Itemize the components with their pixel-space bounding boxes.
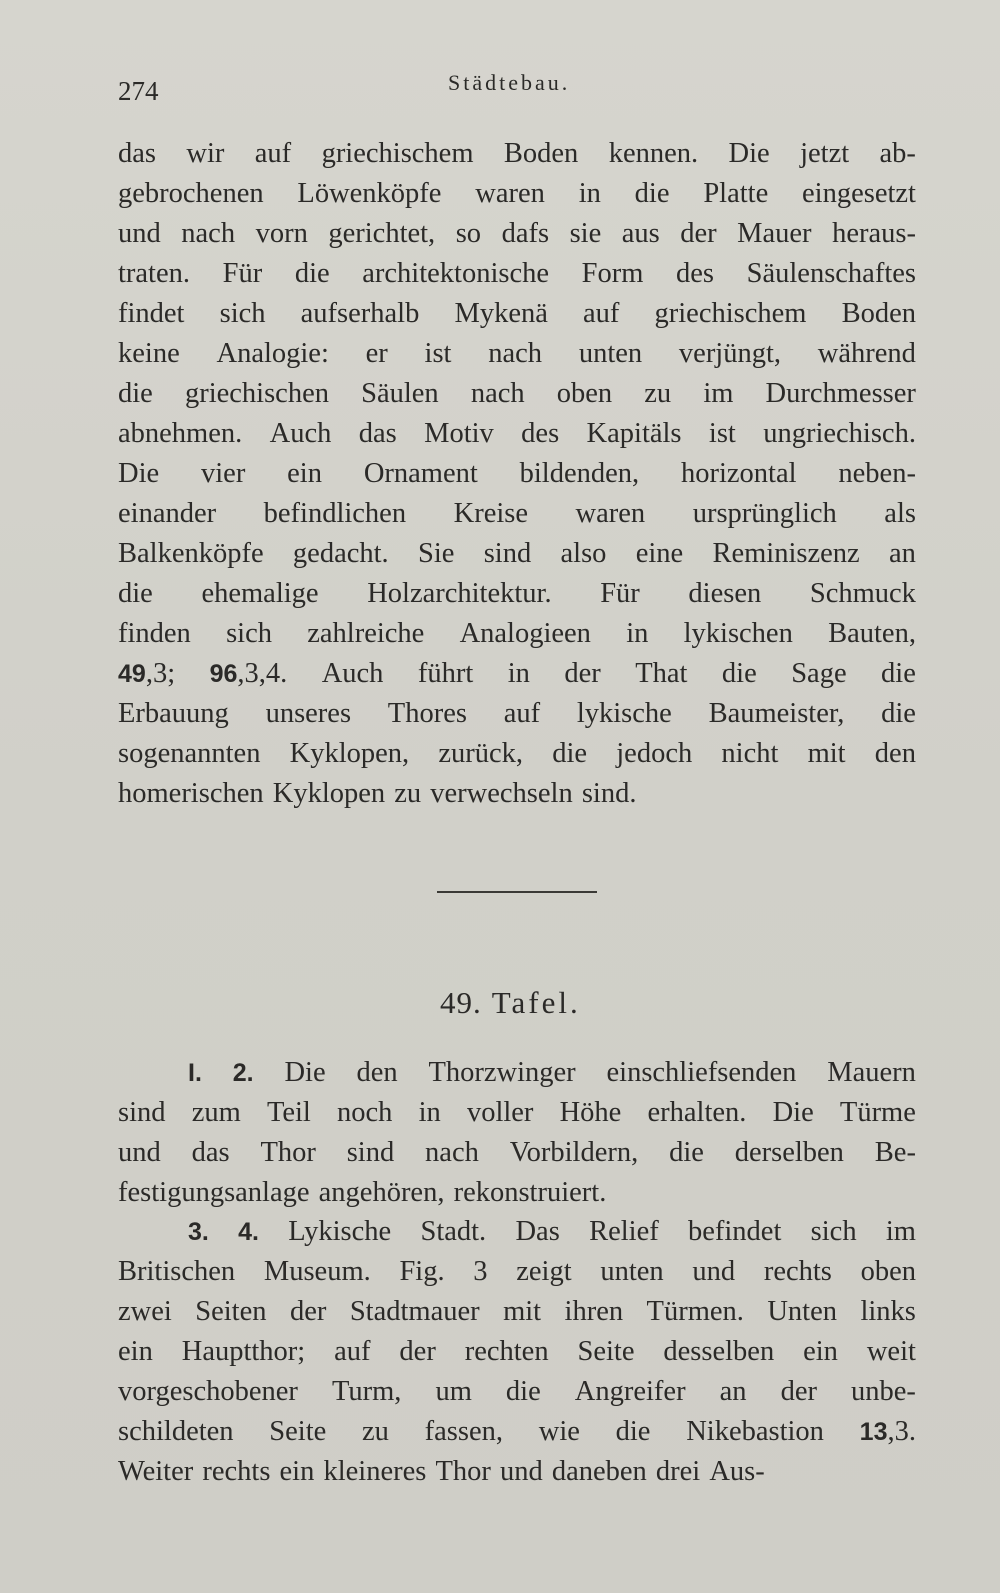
text-line [118, 294, 916, 334]
word: Holzarchitektur. [367, 578, 552, 609]
text-line [118, 1053, 916, 1093]
word: vorn [255, 218, 308, 249]
word: des [521, 418, 560, 449]
word: Teil [266, 1097, 311, 1128]
word: Baumeister, [708, 698, 845, 729]
text-line [118, 1133, 916, 1173]
word: die [721, 658, 757, 689]
word: wir [186, 138, 225, 169]
word: 13,3. [859, 1416, 916, 1447]
word: Form [581, 258, 644, 289]
text-line [118, 654, 916, 694]
word: griechischem [654, 298, 807, 329]
word: angehören, [318, 1177, 445, 1208]
word: Analogie: [216, 338, 329, 369]
word: die [552, 738, 588, 769]
text-line [118, 1452, 916, 1492]
word: Fig. [399, 1256, 445, 1287]
paragraph-1 [118, 134, 916, 814]
word: Kyklopen [272, 778, 386, 809]
word: Vorbildern, [509, 1137, 639, 1168]
word: gebrochenen [118, 178, 264, 209]
word: die [118, 578, 153, 609]
word: die [118, 378, 153, 409]
word: in [507, 658, 530, 689]
word: Boden [503, 138, 579, 169]
word: nicht [721, 738, 779, 769]
word: um [435, 1376, 472, 1407]
word: ursprünglich [692, 498, 837, 529]
word: das [191, 1137, 230, 1168]
word: Unten [767, 1296, 837, 1327]
word: rechts [202, 1456, 271, 1487]
word: sind. [581, 778, 637, 809]
text-line [118, 1292, 916, 1332]
word: 3 [473, 1256, 488, 1287]
word: rekonstruiert. [453, 1177, 607, 1208]
word: homerischen [118, 778, 264, 809]
word: zwei [118, 1296, 172, 1327]
word: I. [188, 1059, 202, 1087]
word: neben- [838, 458, 916, 489]
word: vorgeschobener [118, 1376, 298, 1407]
word: Relief [589, 1216, 659, 1247]
word: jetzt [800, 138, 850, 169]
word: sogenannten [118, 738, 261, 769]
word: Aus- [709, 1456, 765, 1487]
word: kennen. [608, 138, 699, 169]
word: das [118, 138, 156, 169]
word: Durchmesser [765, 378, 916, 409]
word: eingesetzt [802, 178, 916, 209]
word: unseres [265, 698, 352, 729]
word: Auch [321, 658, 384, 689]
word: Angreifer [574, 1376, 686, 1407]
text-line [118, 374, 916, 414]
word: fassen, [424, 1416, 504, 1447]
word: Thorzwinger [428, 1057, 576, 1088]
text-line [118, 134, 916, 174]
word: rechts [763, 1256, 832, 1287]
word: festigungsanlage [118, 1177, 310, 1208]
word: Mauern [827, 1057, 916, 1088]
word: Die [772, 1097, 814, 1128]
word: sie [569, 218, 602, 249]
word: auf [254, 138, 292, 169]
section-number: 49. [440, 985, 482, 1020]
word: im [703, 378, 734, 409]
word: also [560, 538, 607, 569]
word: Motiv [424, 418, 494, 449]
word: während [817, 338, 916, 369]
running-head: Städtebau. [448, 70, 571, 95]
word: ein [118, 1336, 153, 1367]
word: dafs [501, 218, 550, 249]
word: keine [118, 338, 180, 369]
word: ab- [879, 138, 916, 169]
word: That [635, 658, 688, 689]
word: aufserhalb [300, 298, 420, 329]
text-line [118, 174, 916, 214]
word: die [669, 1137, 704, 1168]
word: noch [337, 1097, 393, 1128]
word: des [676, 258, 715, 289]
word: ist [424, 338, 452, 369]
word: einander [118, 498, 217, 529]
paragraph-2 [118, 1053, 916, 1213]
word: Reminiszenz [712, 538, 860, 569]
text-line [118, 1372, 916, 1412]
word: 96,3,4. [209, 658, 288, 689]
text-line [118, 1332, 916, 1372]
word: sind [483, 538, 532, 569]
text-line [118, 334, 916, 374]
word: Für [600, 578, 640, 609]
section-divider [437, 891, 597, 893]
word: sind [346, 1137, 395, 1168]
word: nach [425, 1137, 479, 1168]
word: Turm, [331, 1376, 402, 1407]
word: Die [728, 138, 770, 169]
word: verwechseln [430, 778, 573, 809]
word: nach [488, 338, 543, 369]
word: auf [334, 1336, 371, 1367]
word: zurück, [438, 738, 524, 769]
word: die [881, 698, 916, 729]
word: 49,3; [118, 658, 176, 689]
word: unbe- [851, 1376, 916, 1407]
word: wie [538, 1416, 580, 1447]
page-header [118, 70, 918, 110]
word: die [881, 658, 916, 689]
text-line [118, 694, 916, 734]
word: gerichtet, [328, 218, 436, 249]
word: Be- [874, 1137, 916, 1168]
word: mit [503, 1296, 542, 1327]
text-line [118, 1252, 916, 1292]
word: erhalten. [647, 1097, 747, 1128]
word: ein [803, 1336, 838, 1367]
word: zum [191, 1097, 241, 1128]
word: der [680, 218, 717, 249]
word: der [289, 1296, 327, 1327]
word: kleineres [323, 1456, 427, 1487]
text-line [118, 414, 916, 454]
word: in [578, 178, 601, 209]
word: Säulenschaftes [746, 258, 916, 289]
word: waren [475, 178, 545, 209]
paragraph-3 [118, 1212, 916, 1492]
word: griechischen [184, 378, 329, 409]
word: ehemalige [201, 578, 319, 609]
section-title [440, 985, 581, 1021]
word: vier [201, 458, 246, 489]
word: zu [394, 778, 422, 809]
word: lykische [576, 698, 672, 729]
word: Erbauung [118, 698, 229, 729]
word: Höhe [559, 1097, 622, 1128]
word: Seite [269, 1416, 327, 1447]
word: eine [635, 538, 684, 569]
word: der [399, 1336, 436, 1367]
word: so [455, 218, 482, 249]
word: sich [810, 1216, 857, 1247]
text-line [118, 1212, 916, 1252]
word: Stadtmauer [349, 1296, 480, 1327]
word: als [884, 498, 916, 529]
word: drei [655, 1456, 701, 1487]
word: voller [466, 1097, 534, 1128]
word: die [505, 1376, 541, 1407]
word: verjüngt, [678, 338, 782, 369]
word: griechischem [321, 138, 474, 169]
word: Hauptthor; [181, 1336, 306, 1367]
word: zu [644, 378, 672, 409]
word: weit [866, 1336, 916, 1367]
word: abnehmen. [118, 418, 243, 449]
word: den [874, 738, 916, 769]
word: Seiten [195, 1296, 267, 1327]
word: Boden [841, 298, 916, 329]
word: heraus- [832, 218, 916, 249]
text-line [118, 734, 916, 774]
word: Nikebastion [686, 1416, 824, 1447]
word: Kapitäls [586, 418, 682, 449]
word: daneben [551, 1456, 647, 1487]
word: Löwenköpfe [297, 178, 442, 209]
word: befindet [688, 1216, 782, 1247]
word: finden [118, 618, 191, 649]
word: Britischen [118, 1256, 236, 1287]
text-line [118, 1093, 916, 1133]
word: aus [621, 218, 660, 249]
text-line [118, 214, 916, 254]
word: zeigt [516, 1256, 572, 1287]
word: waren [575, 498, 646, 529]
word: der [564, 658, 601, 689]
word: führt [417, 658, 474, 689]
word: und [692, 1256, 736, 1287]
text-line [118, 534, 916, 574]
word: unten [600, 1256, 664, 1287]
word: die [634, 178, 670, 209]
word: Analogieen [459, 618, 591, 649]
word: Ornament [363, 458, 478, 489]
word: traten. [118, 258, 191, 289]
word: 4. [238, 1218, 259, 1246]
word: ihren [564, 1296, 624, 1327]
word: Bauten, [828, 618, 916, 649]
word: und [118, 218, 161, 249]
word: an [889, 538, 916, 569]
word: in [418, 1097, 441, 1128]
word: Kreise [453, 498, 529, 529]
word: bildenden, [519, 458, 640, 489]
word: Türmen. [646, 1296, 744, 1327]
word: Balkenköpfe [118, 538, 264, 569]
word: Die [118, 458, 160, 489]
word: Thores [387, 698, 467, 729]
word: rechten [464, 1336, 549, 1367]
word: Sage [791, 658, 847, 689]
word: die [615, 1416, 651, 1447]
word: ungriechisch. [763, 418, 916, 449]
text-line [118, 454, 916, 494]
word: nach [181, 218, 236, 249]
word: sich [219, 298, 266, 329]
word: sind [118, 1097, 166, 1128]
word: mit [807, 738, 846, 769]
word: Sie [417, 538, 455, 569]
word: Kyklopen, [289, 738, 410, 769]
word: gedacht. [292, 538, 389, 569]
word: Thor [260, 1137, 316, 1168]
text-line [118, 254, 916, 294]
word: Lykische [288, 1216, 392, 1247]
word: der [780, 1376, 817, 1407]
word: Museum. [263, 1256, 371, 1287]
word: 3. [188, 1218, 209, 1246]
word: 2. [232, 1059, 254, 1087]
word: desselben [663, 1336, 775, 1367]
word: schildeten [118, 1416, 234, 1447]
word: oben [860, 1256, 916, 1287]
word: Türme [839, 1097, 916, 1128]
word: das [358, 418, 397, 449]
word: horizontal [681, 458, 797, 489]
text-line [118, 1173, 916, 1213]
word: Seite [577, 1336, 635, 1367]
word: Mauer [737, 218, 812, 249]
word: diesen [688, 578, 762, 609]
word: im [885, 1216, 916, 1247]
word: er [365, 338, 388, 369]
word: lykischen [683, 618, 793, 649]
text-line [118, 494, 916, 534]
word: und [499, 1456, 543, 1487]
word: auf [583, 298, 620, 329]
word: Platte [703, 178, 769, 209]
word: Thor [435, 1456, 491, 1487]
word: befindlichen [263, 498, 407, 529]
word: auf [503, 698, 541, 729]
word: jedoch [616, 738, 693, 769]
word: oben [556, 378, 613, 409]
word: Säulen [361, 378, 439, 409]
word: an [719, 1376, 747, 1407]
word: zu [362, 1416, 389, 1447]
word: Auch [269, 418, 332, 449]
word: nach [470, 378, 525, 409]
page-number: 274 [118, 76, 159, 106]
word: ein [279, 1456, 315, 1487]
word: unten [578, 338, 643, 369]
word: die [294, 258, 330, 289]
word: den [356, 1057, 398, 1088]
text-line [118, 1412, 916, 1452]
word: Für [222, 258, 263, 289]
word: und [118, 1137, 161, 1168]
word: Schmuck [809, 578, 916, 609]
text-line [118, 614, 916, 654]
word: Weiter [118, 1456, 194, 1487]
word: ein [287, 458, 322, 489]
word: links [860, 1296, 916, 1327]
word: findet [118, 298, 185, 329]
word: derselben [734, 1137, 844, 1168]
word: in [626, 618, 649, 649]
word: architektonische [362, 258, 550, 289]
word: zahlreiche [307, 618, 425, 649]
word: sich [226, 618, 272, 649]
text-line [118, 774, 916, 814]
section-word: Tafel. [491, 985, 581, 1020]
word: Das [515, 1216, 560, 1247]
text-line [118, 574, 916, 614]
word: einschliefsenden [606, 1057, 797, 1088]
word: Mykenä [454, 298, 548, 329]
word: ist [708, 418, 736, 449]
word: Stadt. [420, 1216, 487, 1247]
word: Die [284, 1057, 326, 1088]
